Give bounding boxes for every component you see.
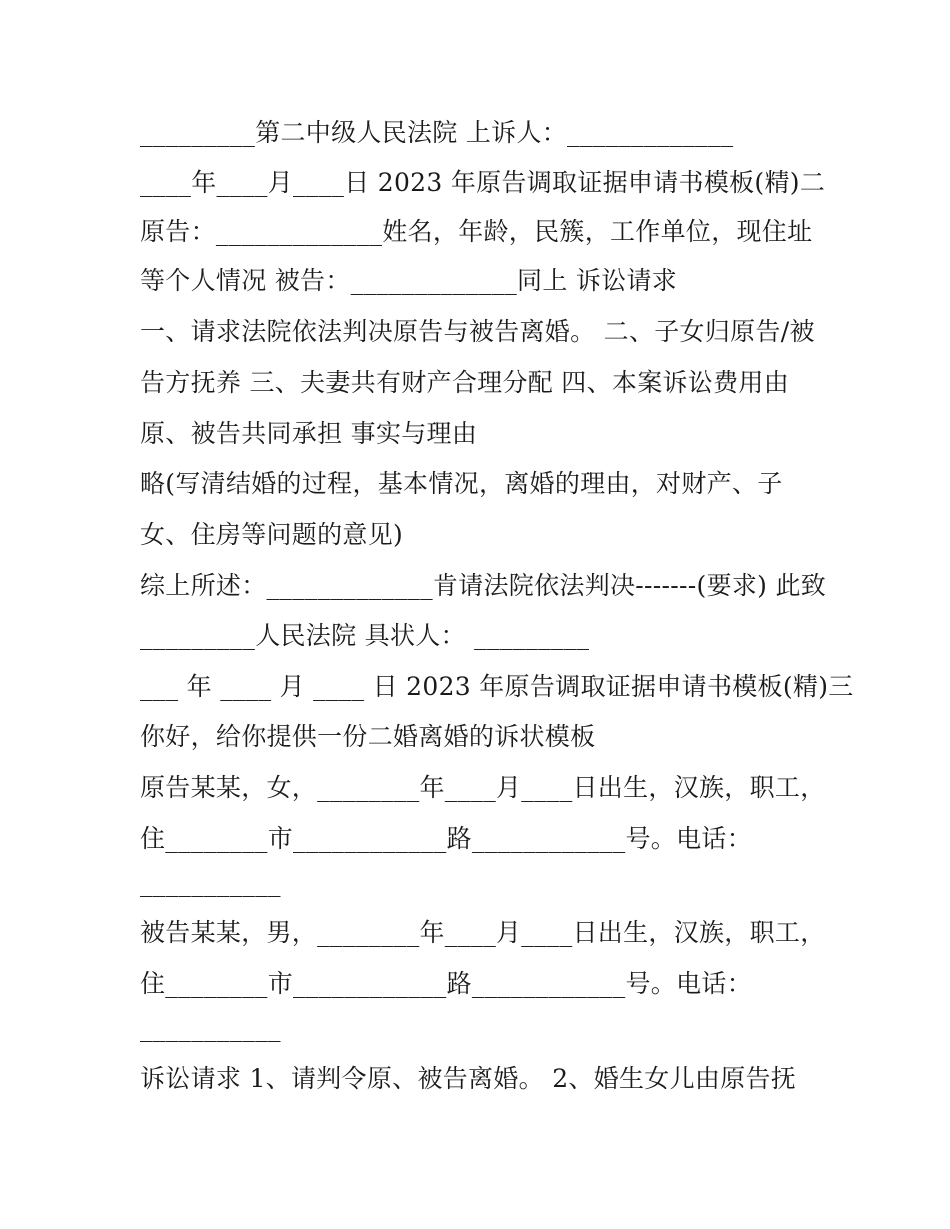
text-line: _________人民法院 具状人： _________ [140,621,590,650]
text-line: 被告某某，男，________年____月____日出生，汉族，职工， [140,918,826,947]
text-line: ___________ [140,1013,281,1042]
text-line: 原、被告共同承担 事实与理由 [140,419,478,448]
text-line: ____年____月____日 2023 年原告调取证据申请书模板(精)二 [140,168,826,197]
text-line: 原告某某，女，________年____月____日出生，汉族，职工， [140,773,826,802]
text-line: 一、请求法院依法判决原告与被告离婚。 二、子女归原告/被 [140,317,815,346]
text-line: 略(写清结婚的过程，基本情况，离婚的理由，对财产、子 [140,469,783,498]
text-line: 诉讼请求 1、请判令原、被告离婚。 2、婚生女儿由原告抚 [140,1064,797,1093]
text-line: ___ 年 ____ 月 ____ 日 2023 年原告调取证据申请书模板(精)三 [140,672,854,701]
text-line: 原告：_____________姓名，年龄，民簇，工作单位，现住址 [140,217,813,246]
text-line: ___________ [140,868,281,897]
text-line: 住________市____________路____________号。电话： [140,969,753,998]
text-line: 等个人情况 被告：_____________同上 诉讼请求 [140,266,678,295]
text-line: 住________市____________路____________号。电话： [140,824,753,853]
text-line: 告方抚养 三、夫妻共有财产合理分配 四、本案诉讼费用由 [140,368,789,397]
text-line: 女、住房等问题的意见) [140,520,404,549]
text-line: 综上所述：_____________肯请法院依法判决-------(要求) 此致 [140,571,827,600]
text-line: _________第二中级人民法院 上诉人：_____________ [140,118,734,147]
text-line: 你好，给你提供一份二婚离婚的诉状模板 [140,722,596,751]
